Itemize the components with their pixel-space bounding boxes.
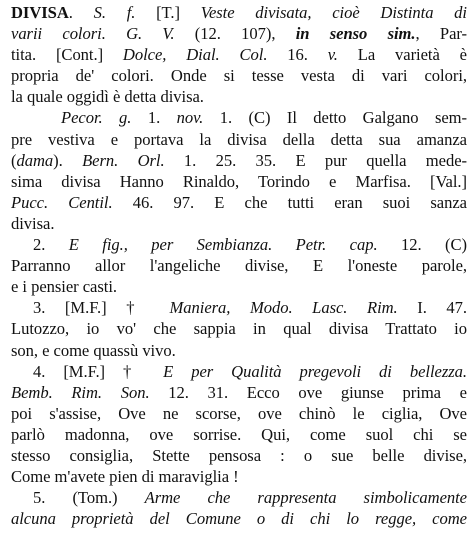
text-run: 5. (Tom.) (33, 488, 145, 508)
text-run: 1. (131, 108, 177, 128)
text-run: Come m'avete pien di maraviglia ! (11, 467, 239, 487)
text-run: ). (53, 150, 83, 170)
text-run: ( (11, 150, 17, 170)
entry-line (11, 86, 467, 107)
text-run: sima divisa Hanno Rinaldo, Torindo e Marfisa. [Val.] (11, 171, 467, 191)
text-run: in senso sim. (295, 24, 416, 44)
text-run: Veste divisata, cioè Distinta di (200, 3, 467, 22)
entry-line (11, 65, 467, 86)
entry-line (11, 382, 467, 403)
text-run: dama (16, 150, 54, 170)
text-run: E fig., per Sembianza. Petr. cap. (68, 235, 378, 255)
text-run: Parranno allor l'angeliche divise, E l'oneste parole, (11, 256, 467, 276)
entry-line (11, 107, 467, 128)
text-run: pre vestiva e portava la divisa della detta sua amanza (11, 129, 467, 149)
text-run: 16. (267, 45, 328, 65)
entry-line (11, 23, 467, 44)
text-run: Bern. Orl. (82, 150, 165, 170)
text-run: propria de' colori. Onde si tesse vesta di vari colori, (11, 66, 467, 86)
text-run: divisa. (11, 213, 55, 233)
text-run: alcuna proprietà del Comune o di chi lo regge, come (11, 509, 467, 529)
text-run: son, e come quassù vivo. (11, 340, 176, 360)
entry-line (11, 403, 467, 424)
text-run: 46. 97. E che tutti eran suoi sanza (112, 192, 467, 212)
text-run: v. (327, 45, 338, 65)
text-run: . (68, 3, 94, 22)
text-run: Arme che rappresenta simbolicamente (144, 488, 467, 508)
text-run: 12. (C) (377, 235, 467, 255)
text-run: nov. (176, 108, 204, 128)
text-run: 4. [M.F.] † (33, 361, 164, 381)
text-run: La varietà è (337, 45, 467, 65)
entry-line (11, 508, 467, 529)
text-run: 3. [M.F.] † (33, 298, 170, 318)
entry-line (11, 2, 467, 23)
entry-line (11, 213, 467, 234)
text-run: varii colori. G. V. (11, 24, 175, 44)
text-run: Pecor. g. (61, 108, 132, 128)
entry-line (11, 318, 467, 339)
text-run: I. 47. (397, 298, 467, 318)
text-run: Maniera, Modo. Lasc. Rim. (169, 298, 398, 318)
entry-line (11, 424, 467, 445)
text-run: 1. 25. 35. E pur quella mede- (164, 150, 467, 170)
entry-line (11, 150, 467, 171)
text-run: Dolce, Dial. Col. (122, 45, 268, 65)
text-run: 1. (C) Il detto Galgano sem- (203, 108, 467, 128)
entry-line (11, 361, 467, 382)
text-run: S. f. (93, 3, 136, 22)
entry-line (11, 466, 467, 487)
text-run: stesso consiglia, Stette pensosa : o sue belle divise, (11, 445, 467, 465)
entry-line (11, 487, 467, 508)
text-run: poi s'assise, Ove ne scorse, ove chinò le ciglia, Ove (11, 403, 467, 423)
text-run: Bemb. Rim. Son. (11, 382, 150, 402)
entry-line (11, 171, 467, 192)
entry-line (11, 297, 467, 318)
text-run: tita. [Cont.] (11, 45, 123, 65)
text-run: 2. (33, 235, 69, 255)
text-run: , Par- (415, 24, 467, 44)
text-run: [T.] (135, 3, 201, 22)
entry-line (11, 445, 467, 466)
entry-line (11, 255, 467, 276)
entry-line (11, 129, 467, 150)
headword: DIVISA (11, 3, 69, 22)
text-run: la quale oggidì è detta divisa. (11, 87, 204, 107)
text-run: E per Qualità pregevoli di bellezza. (163, 361, 467, 381)
entry-line (11, 192, 467, 213)
text-run: parlò madonna, ove sorrise. Qui, come suol chi se (11, 424, 467, 444)
entry-line (11, 234, 467, 255)
entry-line (11, 44, 467, 65)
text-run: Pucc. Centil. (11, 192, 113, 212)
text-run: Lutozzo, io vo' che sappia in qual divisa Trattato io (11, 319, 467, 339)
text-run: 12. 31. Ecco ove giunse prima e (149, 382, 467, 402)
text-run: e i pensier casti. (11, 277, 117, 297)
text-run: (12. 107), (174, 24, 296, 44)
entry-line (11, 276, 467, 297)
entry-line (11, 340, 467, 361)
